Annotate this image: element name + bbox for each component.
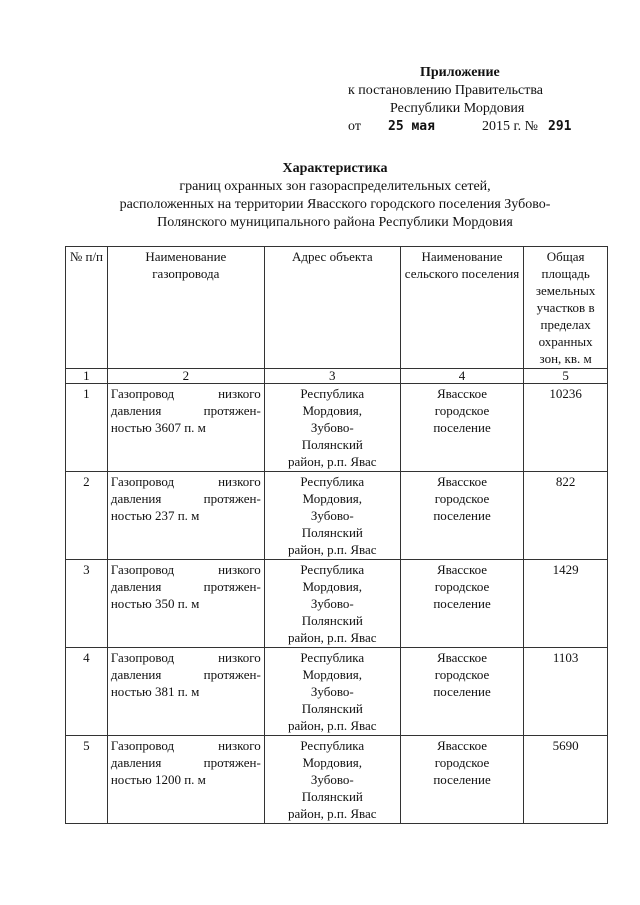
settlement-line: Явасское [437,474,488,489]
address-line: Мордовия, [302,755,363,770]
appendix-year-label: 2015 г. № [482,119,539,134]
settlement-name [400,736,523,824]
pipeline-word: давления [110,667,162,682]
area-value: 1429 [524,560,608,648]
pipeline-word: низкого [218,562,261,577]
settlement-line: Явасское [437,738,488,753]
column-number: 3 [264,369,400,384]
pipeline-word: Газопровод [110,474,175,489]
row-number: 2 [66,472,108,560]
object-address [264,384,400,472]
table-row [66,472,608,560]
pipeline-word: низкого [218,386,261,401]
document-title-block [60,160,610,232]
appendix-number: 291 [548,119,572,134]
object-address [264,648,400,736]
row-number: 5 [66,736,108,824]
address-line: Полянский [301,613,363,628]
settlement-name [400,560,523,648]
pipeline-word: протяжен- [203,403,261,418]
settlement-line: поселение [433,508,491,523]
area-value: 5690 [524,736,608,824]
address-line: Зубово- [310,420,354,435]
pipeline-word: Газопровод [110,562,175,577]
address-line: Зубово- [310,596,354,611]
document-subtitle-line-3: Полянского муниципального района Республики Мордовия [157,215,513,230]
address-line: Полянский [301,437,363,452]
settlement-line: городское [434,667,490,682]
pipeline-word: протяжен- [203,491,261,506]
pipeline-name [107,648,264,736]
appendix-from-label: от [348,119,361,134]
pipeline-name [107,472,264,560]
settlement-line: поселение [433,772,491,787]
settlement-name [400,384,523,472]
pipeline-word: низкого [218,474,261,489]
settlement-line: городское [434,579,490,594]
address-line: Полянский [301,701,363,716]
pipeline-word: Газопровод [110,738,175,753]
address-line: Зубово- [310,684,354,699]
pipeline-word: протяжен- [203,579,261,594]
address-line: район, р.п. Явас [288,806,377,821]
object-address [264,736,400,824]
pipeline-length: ностью 237 п. м [110,508,200,523]
zones-table [65,246,608,824]
address-line: район, р.п. Явас [288,718,377,733]
address-line: Республика [300,650,365,665]
pipeline-word: протяжен- [203,667,261,682]
appendix-date-line [348,118,578,138]
settlement-line: поселение [433,596,491,611]
appendix-title: Приложение [420,65,500,80]
settlement-line: поселение [433,420,491,435]
address-line: Республика [300,386,365,401]
pipeline-word: низкого [218,650,261,665]
appendix-header [348,64,578,138]
appendix-republic-line: Республики Мордовия [390,101,525,116]
document-title: Характеристика [282,161,388,176]
column-number: 4 [400,369,523,384]
address-line: Зубово- [310,772,354,787]
settlement-line: Явасское [437,386,488,401]
document-subtitle-line-1: границ охранных зон газораспределительных сетей, [179,179,491,194]
settlement-name [400,648,523,736]
address-line: Полянский [301,789,363,804]
table-row [66,736,608,824]
pipeline-word: низкого [218,738,261,753]
header-area: Общая площадь земельных участков в пределах охранных зон, кв. м [524,247,608,369]
header-settlement: Наименование сельского поселения [400,247,523,369]
area-value: 1103 [524,648,608,736]
address-line: Полянский [301,525,363,540]
header-address: Адрес объекта [264,247,400,369]
address-line: район, р.п. Явас [288,454,377,469]
settlement-line: городское [434,403,490,418]
table-row [66,560,608,648]
address-line: Мордовия, [302,403,363,418]
table-row [66,648,608,736]
address-line: Мордовия, [302,491,363,506]
table-row [66,384,608,472]
address-line: Мордовия, [302,579,363,594]
area-value: 822 [524,472,608,560]
settlement-line: городское [434,755,490,770]
pipeline-name [107,560,264,648]
column-number-row [66,369,608,384]
pipeline-word: давления [110,491,162,506]
appendix-date: 25 мая [388,119,435,134]
pipeline-word: протяжен- [203,755,261,770]
address-line: Мордовия, [302,667,363,682]
row-number: 3 [66,560,108,648]
header-pipeline: Наименование газопровода [107,247,264,369]
object-address [264,560,400,648]
address-line: район, р.п. Явас [288,630,377,645]
header-num: № п/п [66,247,108,369]
settlement-line: Явасское [437,650,488,665]
address-line: Зубово- [310,508,354,523]
document-subtitle-line-2: расположенных на территории Явасского городского поселения Зубово- [119,197,551,212]
settlement-name [400,472,523,560]
pipeline-word: давления [110,403,162,418]
pipeline-length: ностью 350 п. м [110,596,200,611]
pipeline-length: ностью 381 п. м [110,684,200,699]
pipeline-word: Газопровод [110,650,175,665]
object-address [264,472,400,560]
address-line: Республика [300,738,365,753]
settlement-line: городское [434,491,490,506]
address-line: район, р.п. Явас [288,542,377,557]
row-number: 1 [66,384,108,472]
pipeline-word: Газопровод [110,386,175,401]
pipeline-name [107,384,264,472]
address-line: Республика [300,474,365,489]
settlement-line: Явасское [437,562,488,577]
pipeline-length: ностью 1200 п. м [110,772,206,787]
pipeline-word: давления [110,755,162,770]
pipeline-name [107,736,264,824]
pipeline-length: ностью 3607 п. м [110,420,206,435]
address-line: Республика [300,562,365,577]
column-number: 1 [66,369,108,384]
column-number: 5 [524,369,608,384]
column-number: 2 [107,369,264,384]
appendix-resolution-line: к постановлению Правительства [348,83,544,98]
row-number: 4 [66,648,108,736]
pipeline-word: давления [110,579,162,594]
area-value: 10236 [524,384,608,472]
settlement-line: поселение [433,684,491,699]
table-header-row [66,247,608,369]
